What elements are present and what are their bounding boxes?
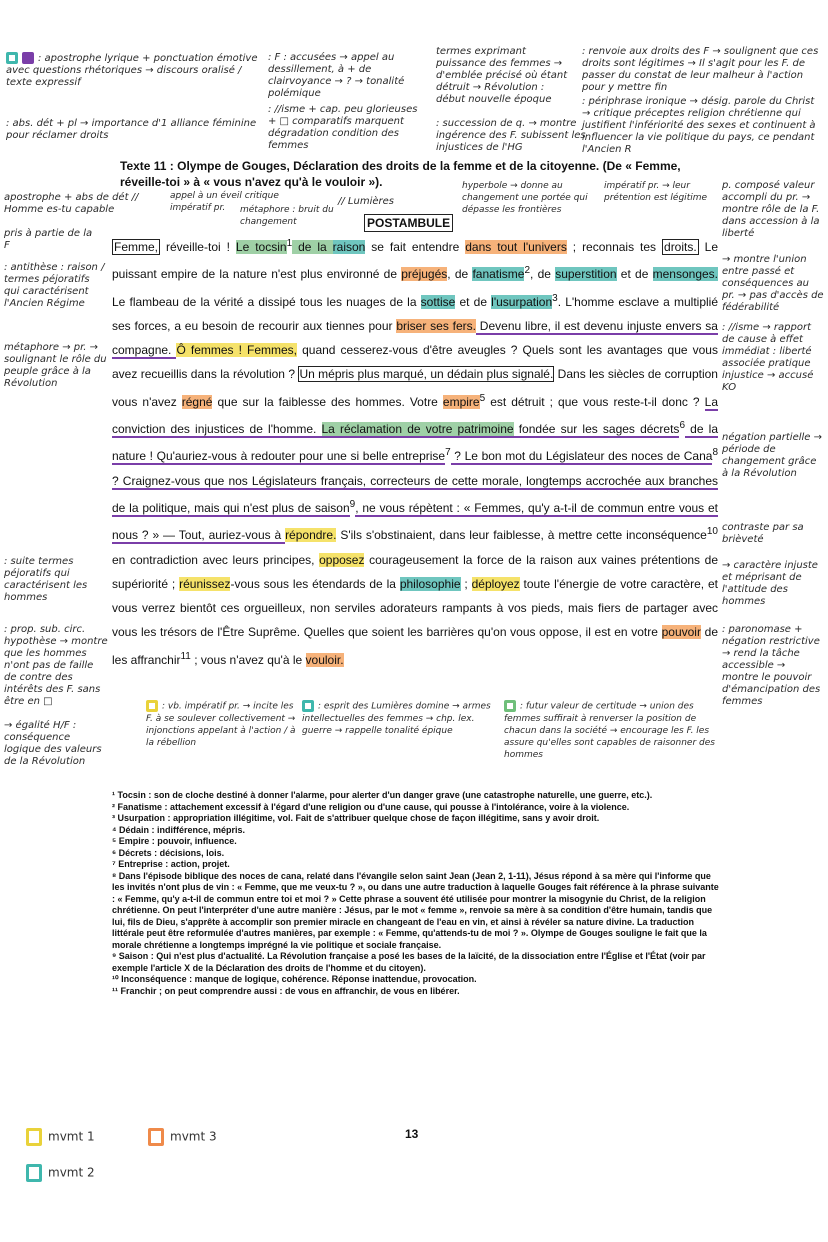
right-note-union: → montre l'union entre passé et conséquences au pr. → pas d'accès de fédérabilité [722,254,824,313]
text-span: S'ils s'obstinaient, dans leur faiblesse, à mettre cette inconséquence [336,528,707,543]
teal-square-icon [6,52,18,64]
bottom-note-imperatif [146,700,298,749]
text-span: fondée sur les sages décrets [513,422,680,437]
top-note-parallelisme: : //isme + cap. peu glorieuses + □ comparatifs marquent dégradation condition des femmes [268,104,418,151]
page-number: 13 [405,1127,419,1141]
legend-label: mvmt 3 [170,1129,217,1144]
text-span: se fait entendre [365,240,466,254]
word-droits: droits. [664,240,697,254]
legend-mvmt-1 [26,1128,95,1146]
footnote: ¹¹ Franchir ; on peut comprendre aussi : de vous en affranchir, de vous en libérer. [112,985,460,996]
word-tocsin: Le tocsin [235,240,287,254]
bottom-note-futur [504,700,720,761]
left-note-hypothese: : prop. sub. circ. hypothèse → montre que les hommes n'ont pas de faille de contre des intérêts des F. sans être en □ [4,624,108,707]
postambule-label: POSTAMBULE [364,214,453,232]
teal-square-icon [26,1164,42,1182]
left-note-prise: pris à partie de la F [4,228,93,251]
top-note-periphrase: : périphrase ironique → désig. parole du Christ → critique préceptes religion chrétienne qui justifient l'infériorité des sexes et continuent à influencer la vie politique du pays, ce pendant l'Ancien R [582,96,816,155]
word-reunissez: réunissez [179,576,231,591]
text-span: Le puissant empire de la nature n'est plus environné de [112,240,719,282]
footnote: ⁶ Décrets : décisions, lois. [112,847,225,858]
word-deployez: déployez [471,576,520,591]
footnote: ⁹ Saison : Qui n'est plus d'actualité. La Révolution française a posé les bases de la laïcité, de la dissociation entre l'Église et l'État (voir par exemple l'article X de la Déclaration des droits de l'homme et du citoyen). [112,951,706,973]
text-span: réveille-toi ! [160,240,236,254]
phrase-o-femmes: Ô femmes ! Femmes, [176,343,298,358]
footnote: ⁸ Dans l'épisode biblique des noces de cana, relaté dans l'évangile selon saint Jean (Jean 2, 1-11), Jésus répond à sa mère qui l'informe que les invités n'ont plus de vin : « Femme, que me veux-tu ? », ou dans une autre traduction à laquelle Gouges fait référence à la phrase suivante : « Femme, qu'y a-t-il de commun entre toi et moi ? » Cette phrase a souvent été utilisée pour montrer la misogynie du Christ, de la religion chrétienne. On peut l'interpréter d'une autre manière : Jésus, par le mot « femme », renvoie sa mère à sa condition d'être humain, tandis que lui, fils de Dieu, s'apprête à accomplir son premier miracle en changeant de l'eau en vin, et ainsi à révéler sa nature divine. La traduction littérale peut être reformulée d'autres manières, par exemple : « Femme, qu'attends-tu de moi ? ». Olympe de Gouges souligne le fait que la morale chrétienne a longtemps imprégné la vie politique et sociale française. [112,870,719,950]
text-span: ; vous n'avez qu'à le [190,652,306,667]
text-span: ; reconnais tes [566,240,663,254]
text-span: Dans les siècles de corruption vous n'avez [112,367,718,409]
legend-mvmt-3 [148,1128,217,1146]
footnote: ⁴ Dédain : indifférence, mépris. [112,824,245,835]
text-span: courageusement la force de la raison aux vaines prétentions de supériorité ; [112,552,719,591]
right-note-negation: négation partielle → période de changement grâce à la Révolution [722,432,823,479]
text-span: que sur la faiblesse des hommes. Votre [212,394,443,409]
top-note-droits: : renvoie aux droits des F → soulignent que ces droits sont légitimes → Il s'agit pour les F. de passer du constat de leur malheur à l'action pour y mettre fin [582,46,819,93]
footnote: ⁷ Entreprise : action, projet. [112,859,230,869]
legend-mvmt-2 [26,1164,95,1182]
text-span: . L'homme esclave a multiplié ses forces, a eu besoin de recourir aux tiennes pour [112,294,719,333]
text-span: de les affranchir [112,625,718,667]
yellow-square-icon [26,1128,42,1146]
word-vouloir: vouloir. [305,652,344,667]
note-text: : esprit des Lumières domine → armes intellectuelles des femmes → chp. lex. guerre → rappelle tonalité épique [302,701,491,736]
top-note-apostrophe [6,52,260,89]
phrase-craignez: ? Craignez-vous que nos Législateurs français, correcteurs de cette morale, longtemps accrochée aux branches de la politique, mais qui n'est plus de saison [112,473,718,515]
text-span: Le flambeau de la vérité a dissipé tous les nuages de la [112,294,421,309]
word-usurpation: l'usurpation [491,294,553,309]
footnote: ³ Usurpation : appropriation illégitime, vol. Fait de s'attribuer quelque chose de façon illégitime, sans y avoir droit. [112,813,600,823]
word-raison: raison [332,240,366,254]
note-text: : vb. impératif pr. → incite les F. à se soulever collectivement → injonctions appelant à l'action / à la rébellion [146,701,296,748]
word-repondre: répondre. [285,528,337,543]
word-philosophie: philosophie [399,576,461,591]
text-span: -vous sous les étendards de la [230,576,400,591]
right-note-paronomase: : paronomase + négation restrictive → rend la tâche accessible → montre le pouvoir d'émancipation des femmes [722,624,821,707]
word-sottise: sottise [420,294,456,309]
annot-metaphore: métaphore : bruit du changement [240,205,334,227]
top-note-succession: : succession de q. → montre ingérence des F. subissent les injustices de l'HG [436,118,586,153]
word-regne: régné [181,394,213,409]
text-span: , ne vous répètent : « Femmes, qu'y a-t-il de commun entre vous et nous ? » — Tout, auriez-vous à [112,500,718,543]
word-femme: Femme, [114,240,159,254]
text-span: en contradiction avec leurs principes, [112,552,320,567]
word-prejuges: préjugés [401,267,448,282]
left-note-egalite: → égalité H/F : conséquence logique des valeurs de la Révolution [4,720,102,767]
left-note-metaphore: métaphore → pr. → soulignant le rôle du peuple grâce à la Révolution [4,342,107,389]
word-mensonges: mensonges. [652,267,718,282]
text-span: est détruit ; que vous reste-t-il donc ? [485,394,705,409]
top-note-puissance: termes exprimant puissance des femmes → d'emblée précisé où étant détruit → Révolution : début nouvelle époque [436,46,568,105]
green-square-icon [504,700,516,712]
phrase-reclamation: La réclamation de votre patrimoine [321,422,514,437]
text-span: , de [530,267,556,282]
word-superstition: superstition [555,267,617,282]
text-span: de la [292,240,333,254]
annot-hyperbole: hyperbole → donne au changement une portée qui dépasse les frontières [462,181,588,215]
word-fanatisme: fanatisme [472,267,525,282]
yellow-square-icon [146,700,158,712]
bottom-note-lumieres [302,700,498,737]
footnotes [112,790,720,997]
annot-imperatif: impératif pr. → leur prétention est légitime [604,181,708,203]
text-span: quand cesserez-vous d'être aveugles ? Quels sont les avantages que vous avez recueillis dans la révolution ? [112,343,718,382]
top-note-abs-det: : abs. dét + pl → importance d'1 alliance féminine pour réclamer droits [6,118,257,141]
footnote: ⁵ Empire : pouvoir, influence. [112,836,237,846]
text-span: de la nature ! Qu'auriez-vous à redouter pour une si belle entreprise [112,422,718,464]
orange-square-icon [148,1128,164,1146]
note-text: : apostrophe lyrique + ponctuation émotive avec questions rhétoriques → discours oralisé / texte expressif [6,53,258,88]
legend-label: mvmt 1 [48,1129,95,1144]
text-span: ; [460,576,472,591]
text-title: Texte 11 : Olympe de Gouges, Déclaration des droits de la femme et de la citoyenne. (De « Femme, réveille-toi » à « vous n'avez qu'à le vouloir »). [120,159,681,189]
top-note-accusees: : F : accusées → appel au dessillement, à + de clairvoyance → ? → tonalité polémique [268,52,405,99]
phrase-univers: dans tout l'univers [465,240,567,254]
legend-label: mvmt 2 [48,1165,95,1180]
purple-square-icon [22,52,34,64]
footnote: ¹ Tocsin : son de cloche destiné à donner l'alarme, pour alerter d'un danger grave (une catastrophe naturelle, une guerre, etc.). [112,790,653,800]
footnote: ² Fanatisme : attachement excessif à l'égard d'une religion ou d'une cause, qui pousse à l'intolérance, voire à la violence. [112,801,630,812]
annot-apostrophe: apostrophe + abs de dét // Homme es-tu capable [4,192,139,215]
phrase-briser-fers: briser ses fers. [396,318,476,333]
text-span: toute l'énergie de votre caractère, et vous verrez bientôt ces orgueilleux, non serviles adorateurs rampants à vos pieds, mais fiers de partager avec vous les trésors de l'Être Suprême. Quelles que soient les barrières qu'on vous oppose, il est en votre [112,576,718,640]
text-span: et de [455,294,492,309]
teal-square-icon [302,700,314,712]
left-note-antithese: : antithèse : raison / termes péjoratifs qui caractérisent l'Ancien Régime [4,262,105,309]
word-opposez: opposez [319,552,365,567]
word-empire: empire [442,394,480,409]
text-span: , de [447,267,473,282]
phrase-devenu-libre: Devenu libre, il est devenu injuste envers sa compagne. [112,318,718,358]
annot-appel: appel à un éveil critique impératif pr. [170,191,279,213]
phrase-bon-mot: ? Le bon mot du Législateur des noces de Cana [450,449,713,464]
left-note-suite: : suite termes péjoratifs qui caractérisent les hommes [4,556,88,603]
right-note-caractere: → caractère injuste et méprisant de l'attitude des hommes [722,560,818,607]
text-span: et de [616,267,653,282]
phrase-conviction: La conviction des injustices de l'homme. [112,394,718,437]
right-note-parallelisme: : //isme → rapport de cause à effet immédiat : liberté associée pratique injustice → accusé KO [722,322,814,393]
right-note-contraste: contraste par sa brièveté [722,522,804,545]
annot-lumieres: // Lumières [338,196,394,207]
footnote: ¹⁰ Inconséquence : manque de logique, cohérence. Réponse inattendue, provocation. [112,974,477,984]
annot-p-compose: p. composé valeur accompli du pr. → montre rôle de la F. dans accession à la liberté [722,180,820,239]
word-pouvoir: pouvoir [661,625,701,640]
main-text: Femme, réveille-toi ! Le tocsin$^1$ de la raison se fait entendre dans tout l'univers ; reconnais tes droits. Le puissant empire de la nature n'est plus environné de préjugés, de fanatisme$^2$, de superstition et de mensonges. Le flambeau de la vérité a dissipé tous les nuages de la sottise et de l'usurpation$^3$. L'homme esclave a multiplié ses forces, a eu besoin de recourir aux tiennes pour briser ses fers. Devenu libre, il est devenu injuste envers sa compagne. Ô femmes ! Femmes, quand cesserez-vous d'être aveugles ? Quels sont les avantages que vous avez recueillis dans la révolution ? Un mépris plus marqué, un dédain plus signalé. Dans les siècles de corruption vous n'avez régné que sur la faiblesse des hommes. Votre empire$^5$ est détruit ; que vous reste-t-il donc ? La conviction des injustices de l'homme. La réclamation de votre patrimoine fondée sur les sages décrets$^6$ de la nature ! Qu'auriez-vous à redouter pour une si belle entreprise$^7$ ? Le bon mot du Législateur des noces de Cana$^8$ ? Craignez-vous que nos Législateurs français, correcteurs de cette morale, longtemps accrochée aux branches de la politique, mais qui n'est plus de saison$^9$, ne vous répètent : « Femmes, qu'y a-t-il de commun entre vous et nous ? » — Tout, auriez-vous à répondre. S'ils s'obstinaient, dans leur faiblesse, à mettre cette inconséquence$^{10}$ en contradiction avec leurs principes, opposez courageusement la force de la raison aux vaines prétentions de supériorité ; réunissez-vous sous les étendards de la philosophie ; déployez toute l'énergie de votre caractère, et vous verrez bientôt ces orgueilleux, non serviles adorateurs rampants à vos pieds, mais fiers de partager avec vous les trésors de l'Être Suprême. Quelles que soient les barrières qu'on vous oppose, il est en votre pouvoir de les affranchir$^{11}$ ; vous n'avez qu'à le vouloir. [112,238,719,667]
note-text: : futur valeur de certitude → union des femmes suffirait à renverser la position de chacun dans la société → encourage les F. les assure qu'elles sont capables de raisonner des hommes [504,701,715,760]
phrase-mepris: Un mépris plus marqué, un dédain plus signalé. [299,367,554,382]
